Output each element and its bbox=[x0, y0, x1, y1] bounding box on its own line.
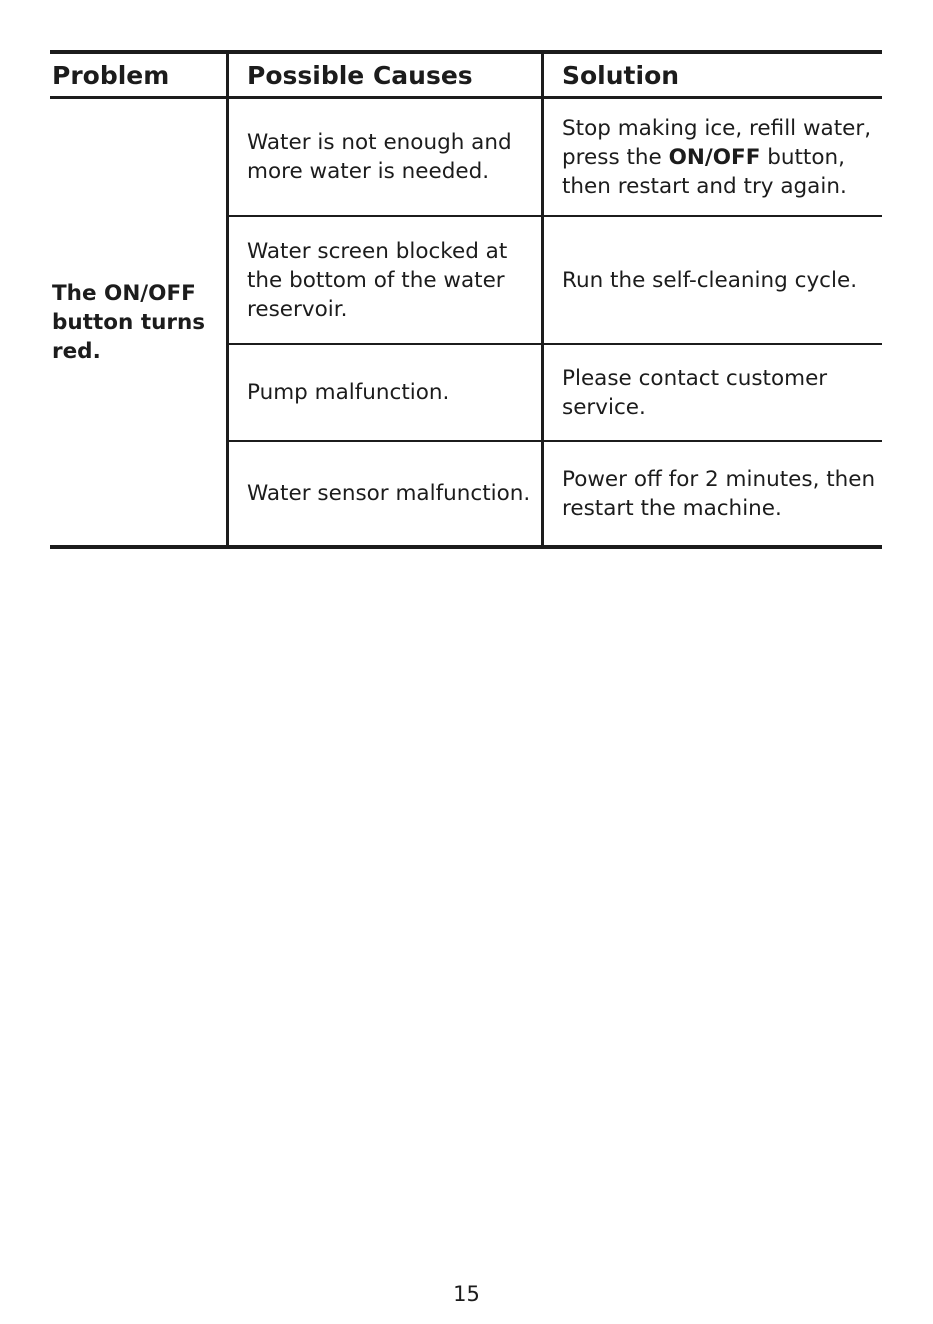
solution-text: Run the self-cleaning cycle. bbox=[562, 267, 858, 293]
column-divider bbox=[226, 50, 229, 549]
solution-text: Power off for 2 minutes, then restart the machine. bbox=[562, 466, 876, 521]
problem-cell bbox=[52, 99, 224, 545]
page-number: 15 bbox=[453, 1282, 480, 1306]
solution-text-part: button, then restart and try again. bbox=[562, 144, 847, 199]
solution-text bbox=[562, 114, 882, 201]
header-possible-causes: Possible Causes bbox=[247, 61, 473, 90]
cause-cell bbox=[247, 99, 537, 215]
table-top-rule bbox=[50, 50, 882, 54]
solution-text: Please contact customer service. bbox=[562, 365, 828, 420]
header-solution: Solution bbox=[562, 61, 680, 90]
cause-cell bbox=[247, 442, 537, 545]
solution-text-part: Stop making ice, refill water, press the bbox=[562, 115, 872, 170]
cause-cell bbox=[247, 345, 537, 440]
solution-cell bbox=[562, 442, 882, 545]
cause-text: Pump malfunction. bbox=[247, 380, 450, 405]
column-divider bbox=[541, 50, 544, 549]
cause-text: Water sensor malfunction. bbox=[247, 481, 531, 506]
on-off-bold-label: ON/OFF bbox=[668, 144, 761, 170]
problem-text: The ON/OFF button turns red. bbox=[52, 280, 206, 364]
solution-cell bbox=[562, 345, 882, 440]
cause-cell bbox=[247, 217, 537, 343]
cause-text: Water screen blocked at the bottom of the water reservoir. bbox=[247, 238, 508, 322]
table-bottom-rule bbox=[50, 545, 882, 549]
solution-cell bbox=[562, 217, 882, 343]
cause-text: Water is not enough and more water is needed. bbox=[247, 130, 512, 184]
header-problem: Problem bbox=[52, 61, 170, 90]
solution-cell bbox=[562, 99, 882, 215]
